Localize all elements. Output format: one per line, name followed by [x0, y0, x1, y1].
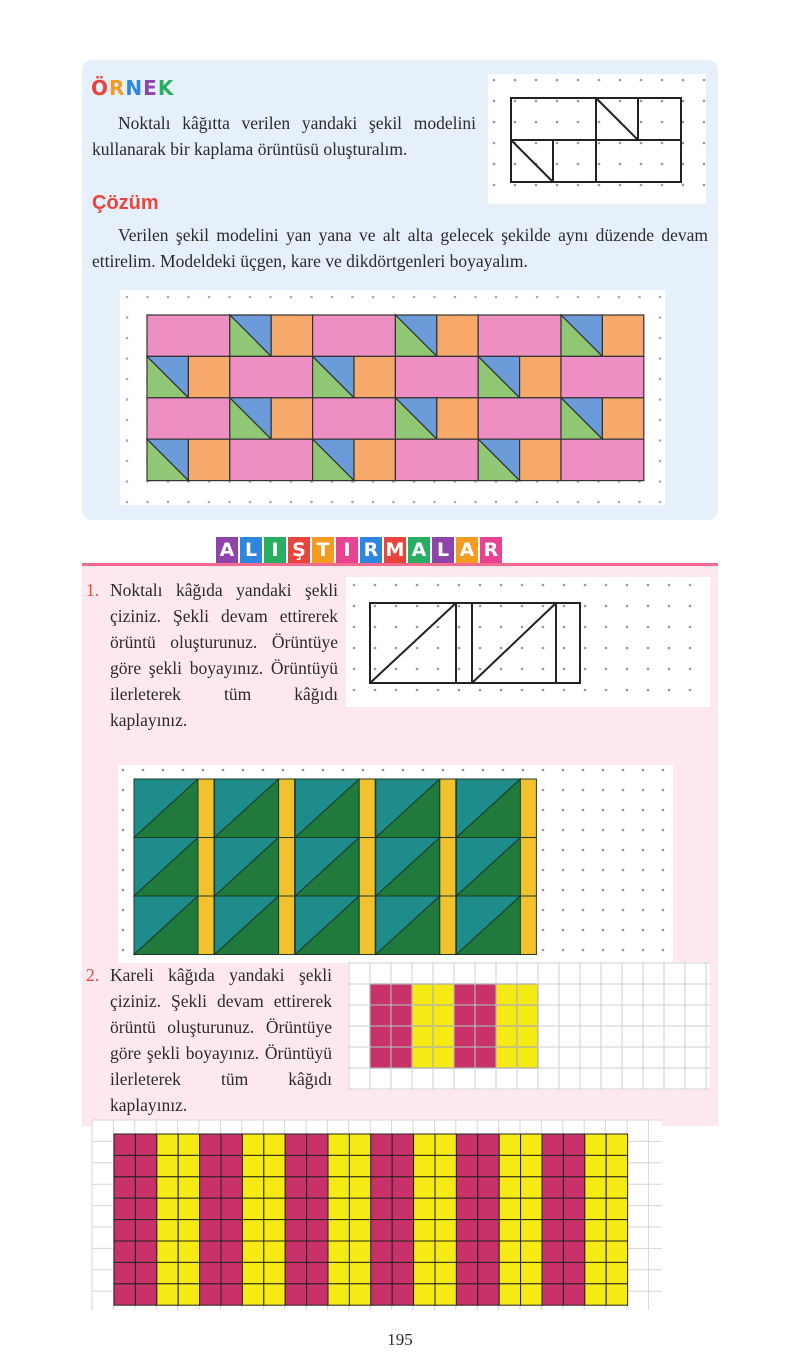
grid-cell	[435, 1198, 456, 1219]
example-heading-letter: K	[157, 76, 175, 100]
grid-cell	[114, 1262, 135, 1283]
grid-cell	[606, 1134, 627, 1155]
grid-cell	[606, 1177, 627, 1198]
grid-cell	[517, 1026, 538, 1047]
tile-shape	[478, 315, 561, 356]
grid-cell	[521, 1241, 542, 1262]
tile-shape	[230, 356, 313, 397]
grid-cell	[521, 1262, 542, 1283]
grid-cell	[114, 1220, 135, 1241]
tile-shape	[147, 315, 230, 356]
yellow-bar	[440, 779, 456, 838]
grid-cell	[521, 1220, 542, 1241]
exercises-top-rule	[82, 563, 718, 566]
grid-cell	[328, 1241, 349, 1262]
grid-cell	[435, 1177, 456, 1198]
banner-letter: L	[432, 537, 454, 563]
grid-cell	[521, 1155, 542, 1176]
grid-cell	[157, 1262, 178, 1283]
tile-shape	[478, 398, 561, 439]
exercise-2	[86, 962, 332, 1118]
tile-shape	[520, 356, 561, 397]
grid-cell	[221, 1220, 242, 1241]
grid-cell	[200, 1284, 221, 1305]
grid-cell	[433, 1047, 454, 1068]
grid-cell	[499, 1134, 520, 1155]
grid-cell	[200, 1241, 221, 1262]
tile-shape	[561, 356, 644, 397]
grid-cell	[496, 1005, 517, 1026]
exercises-banner	[216, 537, 502, 563]
grid-cell	[496, 1026, 517, 1047]
banner-letter: Ş	[288, 537, 310, 563]
grid-cell	[392, 1155, 413, 1176]
exercise-1-tiling-figure	[118, 765, 673, 963]
grid-cell	[157, 1284, 178, 1305]
grid-cell	[391, 1005, 412, 1026]
grid-cell	[435, 1155, 456, 1176]
grid-cell	[563, 1284, 584, 1305]
grid-cell	[221, 1134, 242, 1155]
grid-cell	[307, 1241, 328, 1262]
tile-shape	[188, 356, 229, 397]
grid-cell	[114, 1134, 135, 1155]
yellow-bar	[279, 779, 295, 838]
yellow-bar	[359, 896, 375, 955]
banner-letter: I	[264, 537, 286, 563]
grid-cell	[307, 1177, 328, 1198]
grid-cell	[135, 1177, 156, 1198]
grid-cell	[521, 1134, 542, 1155]
exercise-1-number: 1.	[86, 580, 100, 600]
grid-cell	[135, 1198, 156, 1219]
tile-shape	[395, 439, 478, 480]
grid-cell	[307, 1134, 328, 1155]
grid-cell	[307, 1155, 328, 1176]
grid-cell	[264, 1220, 285, 1241]
grid-cell	[221, 1198, 242, 1219]
grid-cell	[585, 1241, 606, 1262]
grid-cell	[285, 1155, 306, 1176]
grid-cell	[178, 1177, 199, 1198]
grid-cell	[157, 1177, 178, 1198]
exercise-1	[86, 577, 338, 733]
tile-shape	[313, 398, 396, 439]
grid-cell	[349, 1177, 370, 1198]
grid-cell	[349, 1284, 370, 1305]
yellow-bar	[359, 779, 375, 838]
grid-cell	[135, 1155, 156, 1176]
grid-cell	[392, 1177, 413, 1198]
grid-cell	[371, 1220, 392, 1241]
grid-cell	[412, 1047, 433, 1068]
grid-cell	[221, 1284, 242, 1305]
grid-cell	[585, 1262, 606, 1283]
grid-cell	[242, 1177, 263, 1198]
grid-cell	[285, 1177, 306, 1198]
grid-cell	[392, 1262, 413, 1283]
grid-cell	[433, 1005, 454, 1026]
yellow-bar	[198, 896, 214, 955]
tile-shape	[271, 398, 312, 439]
example-heading-letter: Ö	[91, 76, 110, 100]
grid-cell	[242, 1134, 263, 1155]
grid-cell	[392, 1241, 413, 1262]
grid-cell	[433, 1026, 454, 1047]
grid-cell	[478, 1134, 499, 1155]
grid-cell	[456, 1155, 477, 1176]
banner-letter: L	[240, 537, 262, 563]
grid-cell	[517, 984, 538, 1005]
tile-shape	[188, 439, 229, 480]
grid-cell	[349, 1262, 370, 1283]
grid-cell	[328, 1134, 349, 1155]
grid-cell	[307, 1198, 328, 1219]
grid-cell	[349, 1220, 370, 1241]
grid-cell	[585, 1220, 606, 1241]
grid-cell	[414, 1284, 435, 1305]
tile-shape	[147, 398, 230, 439]
grid-cell	[433, 984, 454, 1005]
grid-cell	[499, 1155, 520, 1176]
grid-cell	[563, 1241, 584, 1262]
grid-cell	[328, 1155, 349, 1176]
grid-cell	[328, 1220, 349, 1241]
grid-cell	[435, 1241, 456, 1262]
exercise-1-model-figure	[346, 577, 710, 707]
grid-cell	[114, 1198, 135, 1219]
grid-cell	[542, 1284, 563, 1305]
grid-cell	[285, 1241, 306, 1262]
example-heading	[91, 76, 174, 100]
exercise-1-text: Noktalı kâğıda yandaki şekli çiziniz. Şekli devam ettirerek örüntü oluşturunuz. Örüntüye göre şekli boyayınız. Örüntüyü ilerleterek tüm kâğıdı kaplayınız.	[110, 580, 338, 730]
grid-cell	[264, 1177, 285, 1198]
grid-cell	[454, 984, 475, 1005]
grid-cell	[392, 1198, 413, 1219]
grid-cell	[392, 1134, 413, 1155]
grid-cell	[157, 1134, 178, 1155]
grid-cell	[392, 1220, 413, 1241]
grid-cell	[563, 1155, 584, 1176]
grid-cell	[391, 1026, 412, 1047]
grid-cell	[456, 1177, 477, 1198]
tile-shape	[271, 315, 312, 356]
grid-cell	[371, 1241, 392, 1262]
grid-cell	[585, 1284, 606, 1305]
grid-cell	[496, 984, 517, 1005]
grid-cell	[349, 1134, 370, 1155]
grid-cell	[456, 1198, 477, 1219]
grid-cell	[285, 1284, 306, 1305]
tile-shape	[561, 439, 644, 480]
tile-shape	[437, 315, 478, 356]
grid-cell	[456, 1284, 477, 1305]
grid-cell	[264, 1198, 285, 1219]
grid-cell	[542, 1220, 563, 1241]
grid-cell	[478, 1262, 499, 1283]
grid-cell	[414, 1155, 435, 1176]
grid-cell	[606, 1262, 627, 1283]
grid-cell	[114, 1177, 135, 1198]
grid-cell	[521, 1198, 542, 1219]
grid-cell	[478, 1220, 499, 1241]
grid-cell	[454, 1047, 475, 1068]
grid-cell	[391, 984, 412, 1005]
grid-cell	[606, 1155, 627, 1176]
grid-cell	[157, 1241, 178, 1262]
grid-cell	[414, 1220, 435, 1241]
grid-cell	[542, 1155, 563, 1176]
grid-cell	[563, 1198, 584, 1219]
grid-cell	[606, 1198, 627, 1219]
banner-letter: M	[385, 539, 405, 561]
exercise-2-number: 2.	[86, 965, 100, 985]
grid-cell	[370, 1026, 391, 1047]
grid-cell	[200, 1198, 221, 1219]
grid-cell	[370, 1047, 391, 1068]
grid-cell	[542, 1262, 563, 1283]
grid-cell	[435, 1284, 456, 1305]
grid-cell	[178, 1220, 199, 1241]
grid-cell	[285, 1198, 306, 1219]
grid-cell	[307, 1220, 328, 1241]
example-heading-letter: R	[109, 76, 126, 100]
solution-heading: Çözüm	[92, 192, 159, 214]
grid-cell	[563, 1134, 584, 1155]
grid-cell	[499, 1284, 520, 1305]
grid-cell	[414, 1177, 435, 1198]
exercise-2-text: Kareli kâğıda yandaki şekli çiziniz. Şekli devam ettirerek örüntü oluşturunuz. Örüntüye göre şekli boyayınız. Örüntüyü ilerleterek tüm kâğıdı kaplayınız.	[110, 965, 332, 1115]
grid-cell	[157, 1198, 178, 1219]
grid-cell	[264, 1241, 285, 1262]
grid-cell	[563, 1177, 584, 1198]
grid-cell	[242, 1220, 263, 1241]
grid-cell	[371, 1177, 392, 1198]
grid-cell	[178, 1198, 199, 1219]
grid-cell	[475, 1047, 496, 1068]
grid-cell	[221, 1241, 242, 1262]
grid-cell	[475, 984, 496, 1005]
tile-shape	[354, 356, 395, 397]
grid-cell	[478, 1155, 499, 1176]
grid-cell	[264, 1284, 285, 1305]
grid-cell	[499, 1198, 520, 1219]
tile-shape	[313, 315, 396, 356]
yellow-bar	[520, 838, 536, 897]
banner-letter: A	[216, 537, 238, 563]
grid-cell	[200, 1155, 221, 1176]
grid-cell	[585, 1177, 606, 1198]
grid-cell	[454, 1026, 475, 1047]
grid-cell	[264, 1262, 285, 1283]
yellow-bar	[359, 838, 375, 897]
grid-cell	[585, 1155, 606, 1176]
grid-cell	[178, 1134, 199, 1155]
grid-cell	[178, 1241, 199, 1262]
page-number: 195	[387, 1330, 413, 1349]
grid-cell	[585, 1134, 606, 1155]
grid-cell	[349, 1241, 370, 1262]
grid-cell	[478, 1198, 499, 1219]
yellow-bar	[198, 838, 214, 897]
grid-cell	[499, 1177, 520, 1198]
grid-cell	[435, 1262, 456, 1283]
grid-cell	[200, 1134, 221, 1155]
grid-cell	[242, 1241, 263, 1262]
grid-cell	[200, 1220, 221, 1241]
grid-cell	[435, 1134, 456, 1155]
exercise-2-model-figure	[348, 962, 710, 1090]
grid-cell	[371, 1198, 392, 1219]
grid-cell	[585, 1198, 606, 1219]
grid-cell	[242, 1155, 263, 1176]
grid-cell	[478, 1177, 499, 1198]
grid-cell	[178, 1262, 199, 1283]
solution-tiling-figure	[120, 290, 665, 505]
grid-cell	[370, 1005, 391, 1026]
grid-cell	[307, 1284, 328, 1305]
grid-cell	[478, 1284, 499, 1305]
grid-cell	[499, 1241, 520, 1262]
grid-cell	[135, 1241, 156, 1262]
banner-letter: A	[456, 537, 478, 563]
grid-cell	[370, 984, 391, 1005]
grid-cell	[521, 1284, 542, 1305]
grid-cell	[328, 1177, 349, 1198]
grid-cell	[606, 1284, 627, 1305]
grid-cell	[517, 1047, 538, 1068]
grid-cell	[606, 1241, 627, 1262]
grid-cell	[456, 1241, 477, 1262]
grid-cell	[328, 1262, 349, 1283]
grid-cell	[221, 1177, 242, 1198]
grid-cell	[606, 1220, 627, 1241]
grid-cell	[517, 1005, 538, 1026]
grid-cell	[114, 1284, 135, 1305]
grid-cell	[391, 1047, 412, 1068]
grid-cell	[542, 1177, 563, 1198]
grid-cell	[371, 1284, 392, 1305]
yellow-bar	[520, 779, 536, 838]
grid-cell	[371, 1155, 392, 1176]
banner-letter: R	[360, 537, 382, 563]
yellow-bar	[279, 896, 295, 955]
grid-cell	[499, 1262, 520, 1283]
tile-shape	[437, 398, 478, 439]
grid-cell	[157, 1220, 178, 1241]
tile-shape	[602, 315, 643, 356]
grid-cell	[475, 1005, 496, 1026]
tile-shape	[230, 439, 313, 480]
grid-cell	[414, 1241, 435, 1262]
grid-cell	[414, 1198, 435, 1219]
example-model-figure	[488, 74, 706, 204]
grid-cell	[521, 1177, 542, 1198]
grid-cell	[499, 1220, 520, 1241]
grid-cell	[328, 1284, 349, 1305]
grid-cell	[221, 1155, 242, 1176]
grid-cell	[178, 1155, 199, 1176]
grid-cell	[414, 1134, 435, 1155]
grid-cell	[242, 1262, 263, 1283]
tile-shape	[395, 356, 478, 397]
yellow-bar	[440, 838, 456, 897]
grid-cell	[496, 1047, 517, 1068]
grid-cell	[135, 1284, 156, 1305]
grid-cell	[412, 1005, 433, 1026]
banner-letter: R	[480, 537, 502, 563]
tile-shape	[520, 439, 561, 480]
grid-cell	[542, 1198, 563, 1219]
grid-cell	[221, 1262, 242, 1283]
grid-cell	[456, 1134, 477, 1155]
grid-cell	[285, 1262, 306, 1283]
grid-cell	[264, 1155, 285, 1176]
grid-cell	[200, 1177, 221, 1198]
grid-cell	[157, 1155, 178, 1176]
grid-cell	[114, 1155, 135, 1176]
grid-cell	[114, 1241, 135, 1262]
grid-cell	[349, 1155, 370, 1176]
example-heading-letter: N	[125, 76, 144, 100]
grid-cell	[371, 1262, 392, 1283]
grid-cell	[178, 1284, 199, 1305]
grid-cell	[200, 1262, 221, 1283]
yellow-bar	[440, 896, 456, 955]
grid-cell	[285, 1134, 306, 1155]
grid-cell	[454, 1005, 475, 1026]
tile-shape	[354, 439, 395, 480]
grid-cell	[135, 1262, 156, 1283]
yellow-bar	[198, 779, 214, 838]
grid-cell	[371, 1134, 392, 1155]
solution-text: Verilen şekil modelini yan yana ve alt alta gelecek şekilde aynı düzende devam ettirelim. Modeldeki üçgen, kare ve dikdörtgenleri boyayalım.	[92, 225, 708, 271]
grid-cell	[307, 1262, 328, 1283]
grid-cell	[414, 1262, 435, 1283]
yellow-bar	[520, 896, 536, 955]
grid-cell	[478, 1241, 499, 1262]
grid-cell	[435, 1220, 456, 1241]
grid-cell	[456, 1220, 477, 1241]
yellow-bar	[279, 838, 295, 897]
grid-cell	[349, 1198, 370, 1219]
grid-cell	[456, 1262, 477, 1283]
banner-letter: T	[312, 537, 334, 563]
banner-letter: I	[336, 537, 358, 563]
example-text: Noktalı kâğıtta verilen yandaki şekil modelini kullanarak bir kaplama örüntüsü oluşturalım.	[92, 113, 476, 159]
grid-cell	[328, 1198, 349, 1219]
exercise-2-tiling-figure	[92, 1120, 662, 1310]
grid-cell	[264, 1134, 285, 1155]
grid-cell	[412, 1026, 433, 1047]
grid-cell	[242, 1198, 263, 1219]
grid-cell	[412, 984, 433, 1005]
grid-cell	[135, 1220, 156, 1241]
example-heading-letter: E	[143, 76, 158, 100]
grid-cell	[285, 1220, 306, 1241]
tile-shape	[602, 398, 643, 439]
grid-cell	[563, 1220, 584, 1241]
grid-cell	[542, 1134, 563, 1155]
grid-cell	[135, 1134, 156, 1155]
banner-letter: A	[408, 537, 430, 563]
grid-cell	[542, 1241, 563, 1262]
grid-cell	[563, 1262, 584, 1283]
grid-cell	[475, 1026, 496, 1047]
grid-cell	[242, 1284, 263, 1305]
grid-cell	[392, 1284, 413, 1305]
